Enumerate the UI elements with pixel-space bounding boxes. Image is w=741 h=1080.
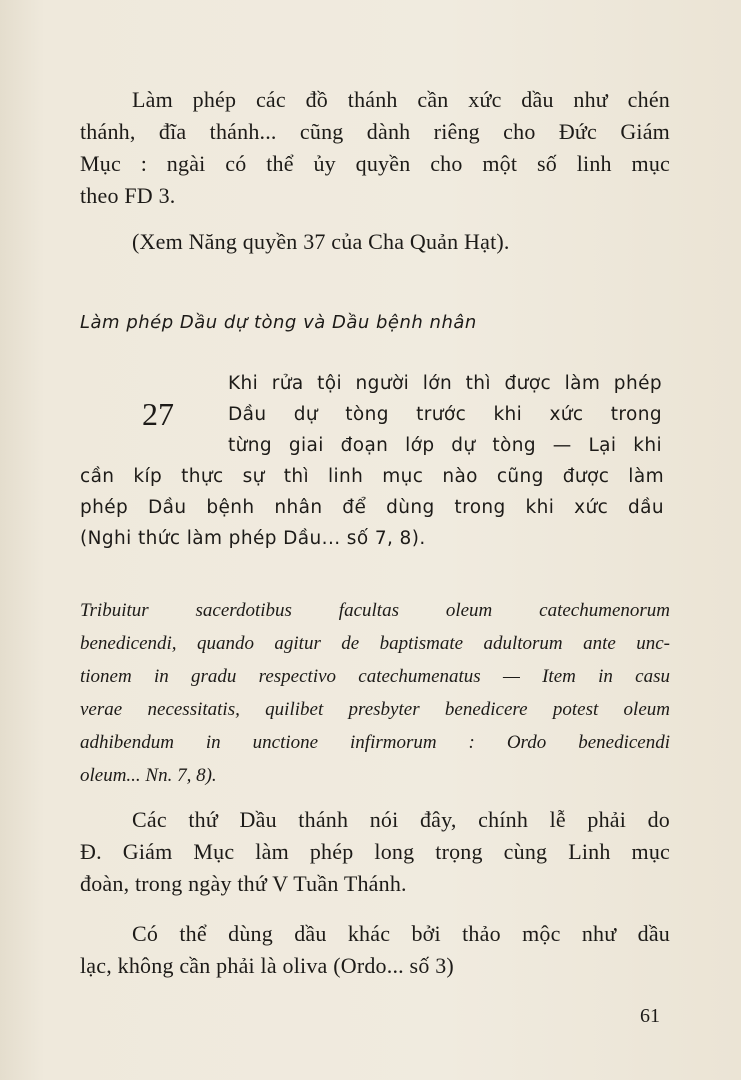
text-line: từng giai đoạn lớp dự tòng — Lại khi (228, 435, 662, 456)
text-line: verae necessitatis, quilibet presbyter benedicere potest oleum (80, 699, 670, 720)
paragraph-reference-faculty (80, 226, 670, 258)
text-line: cần kíp thực sự thì linh mục nào cũng được làm (80, 466, 664, 487)
text-line: (Nghi thức làm phép Dầu... số 7, 8). (80, 528, 426, 549)
text-line: Dầu dự tòng trước khi xức trong (228, 404, 662, 425)
text-line: Các thứ Dầu thánh nói đây, chính lễ phải do (132, 807, 670, 832)
article-number: 27 (142, 396, 174, 432)
paragraph-other-oils (80, 918, 670, 982)
text-line: (Xem Năng quyền 37 của Cha Quản Hạt). (132, 229, 510, 254)
text-line: benedicendi, quando agitur de baptismate adultorum ante unc- (80, 633, 670, 654)
article-text-indented (228, 368, 662, 461)
text-line: đoàn, trong ngày thứ V Tuần Thánh. (80, 871, 407, 896)
article-text-full (80, 461, 664, 554)
text-line: Làm phép các đồ thánh cần xức dầu như chén (132, 87, 670, 112)
text-line: Có thể dùng dầu khác bởi thảo mộc như dầu (132, 921, 670, 946)
text-line: phép Dầu bệnh nhân để dùng trong khi xức dầu (80, 497, 664, 518)
text-line: Mục : ngài có thể ủy quyền cho một số linh mục (80, 151, 670, 176)
text-line: thánh, đĩa thánh... cũng dành riêng cho Đức Giám (80, 119, 670, 144)
text-line: theo FD 3. (80, 183, 176, 208)
text-line: adhibendum in unctione infirmorum : Ordo benedicendi (80, 732, 670, 753)
text-line: lạc, không cần phải là oliva (Ordo... số 3) (80, 953, 454, 978)
text-line: tionem in gradu respectivo catechumenatus — Item in casu (80, 666, 670, 687)
paragraph-consecration-holy-vessels (80, 84, 670, 212)
section-heading: Làm phép Dầu dự tòng và Dầu bệnh nhân (80, 312, 477, 333)
text-line: Đ. Giám Mục làm phép long trọng cùng Linh mục (80, 839, 670, 864)
paragraph-holy-oils-bishop (80, 804, 670, 900)
page-number: 61 (640, 1005, 660, 1027)
text-line: Khi rửa tội người lớn thì được làm phép (228, 373, 662, 394)
text-line: Tribuitur sacerdotibus facultas oleum catechumenorum (80, 600, 670, 621)
latin-text (80, 594, 670, 792)
text-line: oleum... Nn. 7, 8). (80, 765, 217, 786)
